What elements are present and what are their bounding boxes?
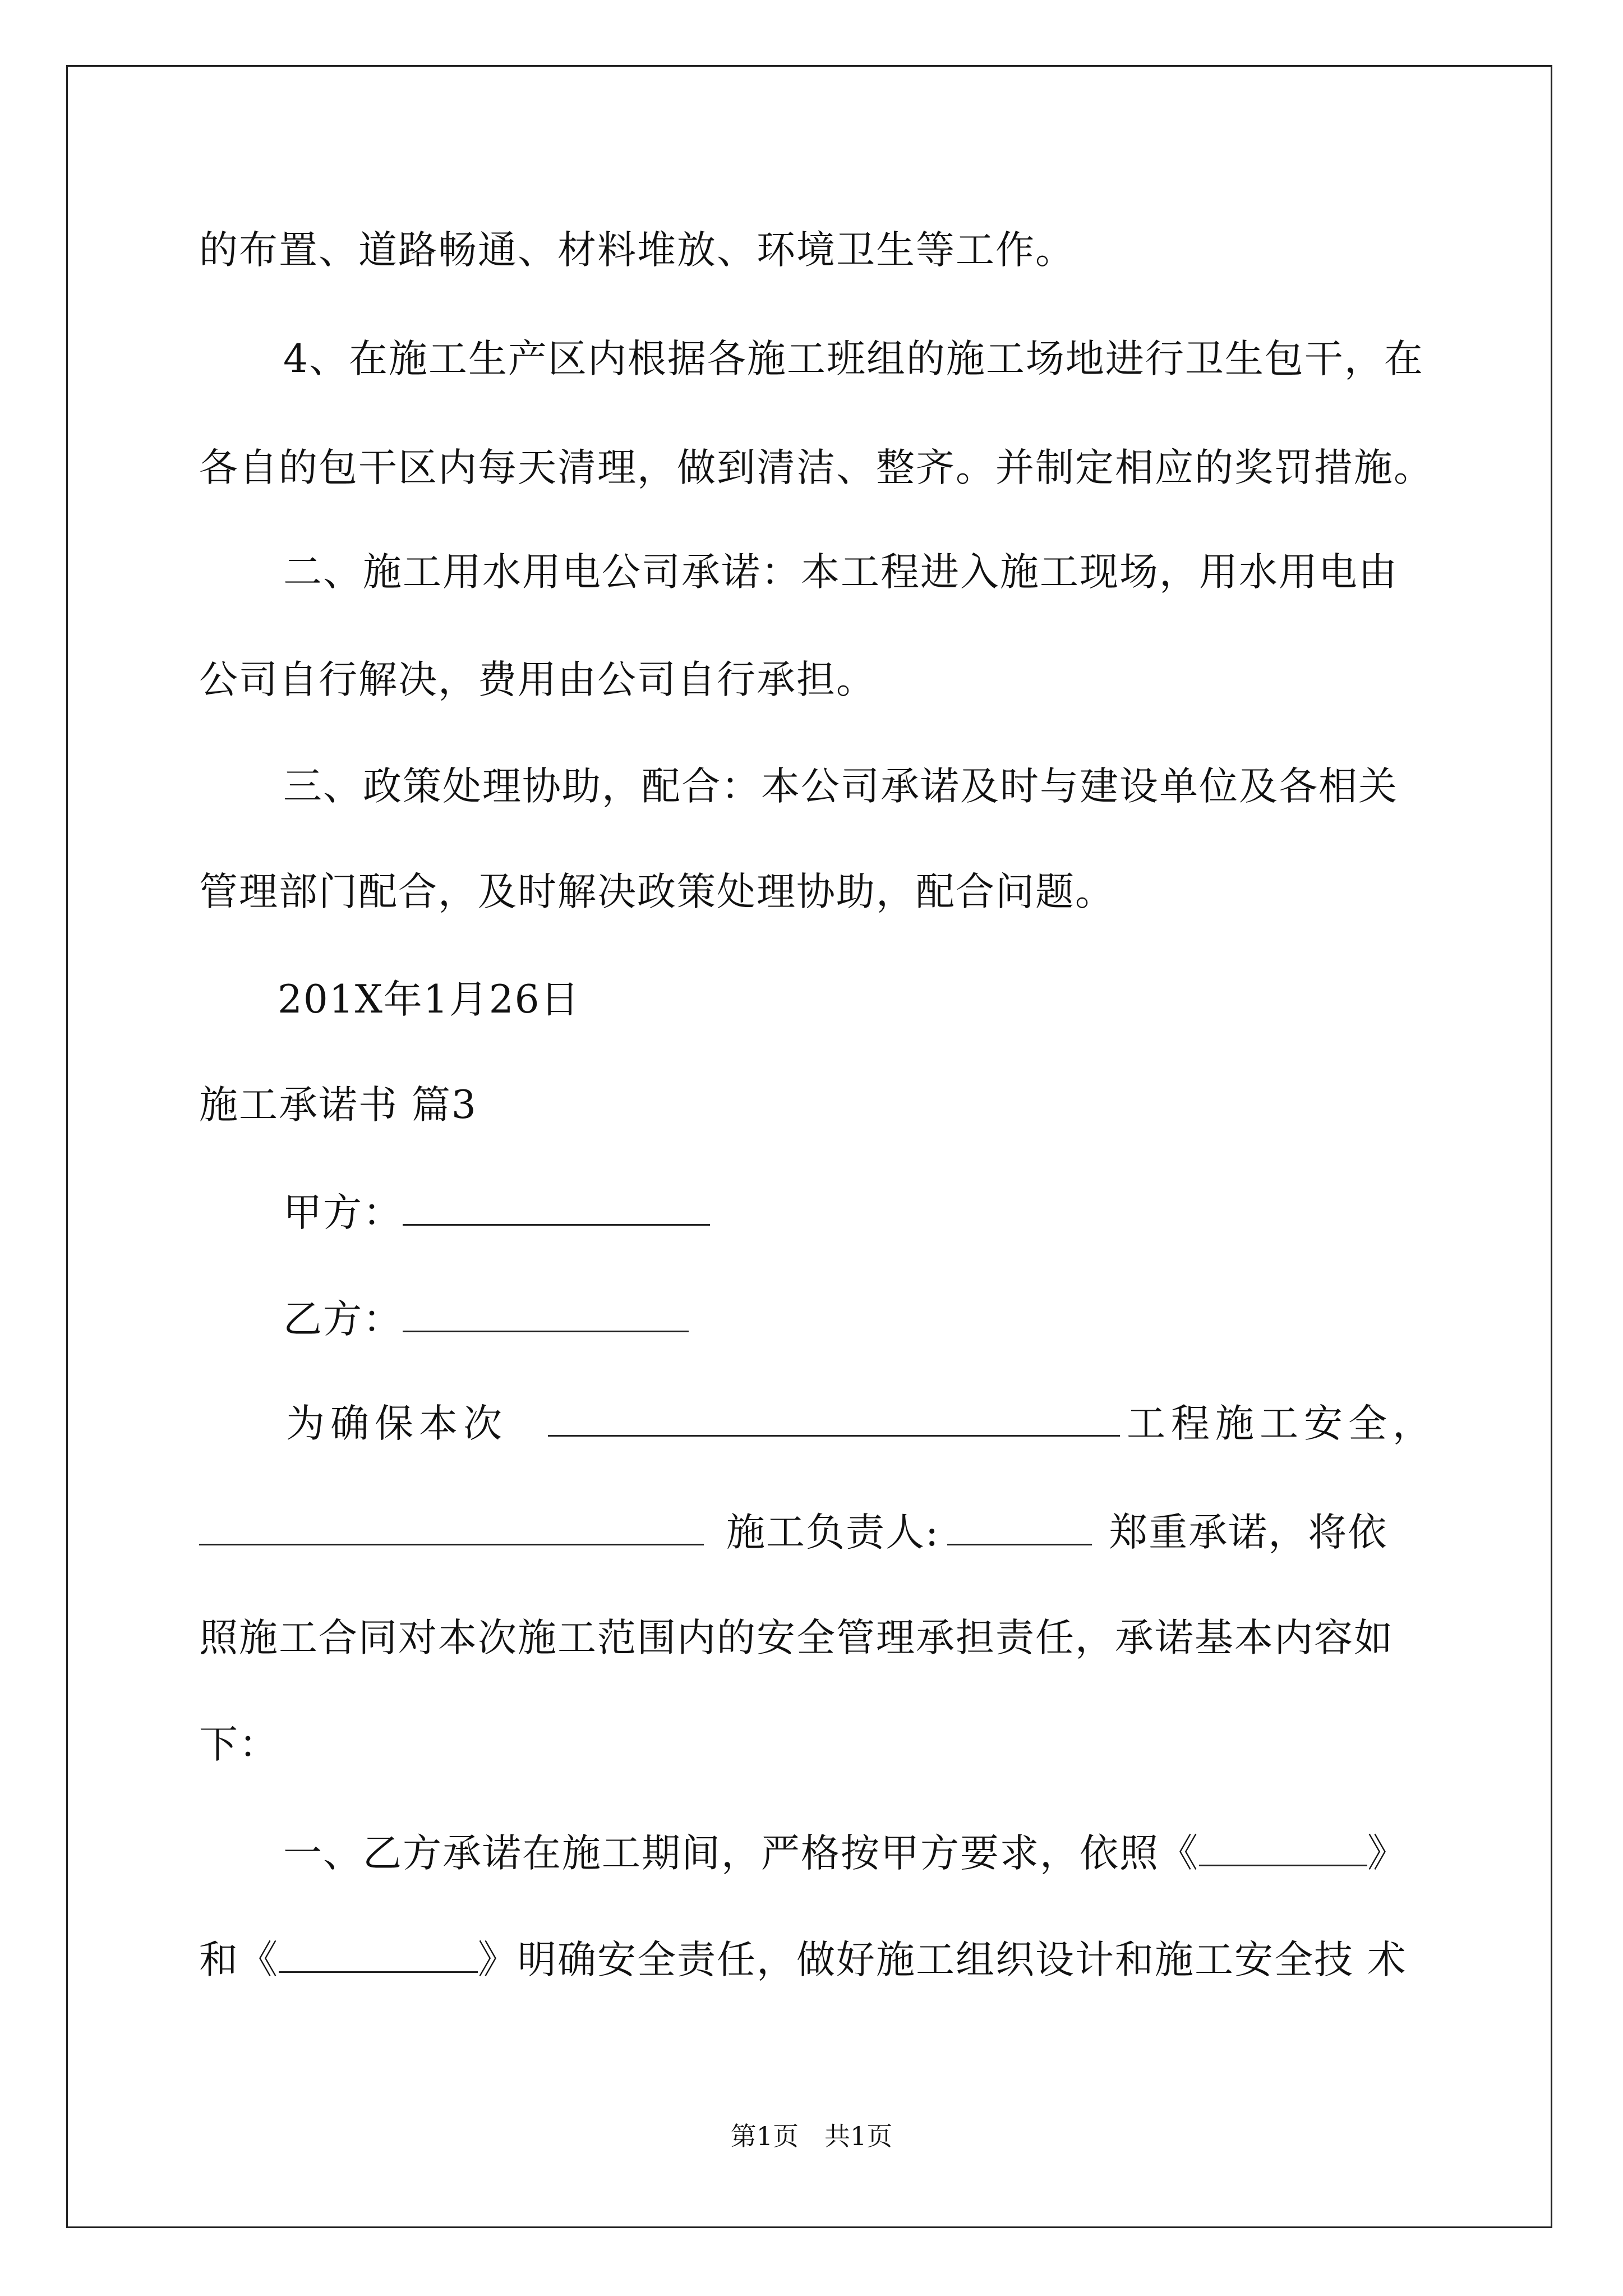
- text-line-13-end: 郑重承诺，将依: [1109, 1510, 1388, 1555]
- page-border: [66, 65, 1552, 2228]
- party-a-line: [283, 1189, 710, 1235]
- regulation-2-blank: [279, 1936, 478, 1973]
- page-footer: 第1页 共1页: [730, 2121, 893, 2151]
- text-line-17-start: 和《: [199, 1938, 279, 1982]
- text-line-16-end: 》: [1367, 1831, 1407, 1876]
- responsible-person-label: 施工负责人:: [726, 1510, 940, 1555]
- responsible-person-blank: [947, 1509, 1092, 1545]
- project-name-blank: [548, 1400, 1120, 1437]
- text-line-14: 照施工合同对本次施工范围内的安全管理承担责任，承诺基本内容如: [199, 1616, 1394, 1660]
- text-line-5: 公司自行解决，费用由公司自行承担。: [199, 657, 876, 702]
- text-line-7: 管理部门配合，及时解决政策处理协助，配合问题。: [199, 869, 1115, 914]
- text-line-17-end: 》明确安全责任，做好施工组织设计和施工安全技 术: [478, 1938, 1407, 1982]
- text-line-1: 的布置、道路畅通、材料堆放、环境卫生等工作。: [199, 228, 1075, 273]
- section-heading: 施工承诺书 篇3: [199, 1083, 477, 1128]
- party-b-blank: [403, 1296, 689, 1332]
- text-line-3: 各自的包干区内每天清理，做到清洁、整齐。并制定相应的奖罚措施。: [199, 445, 1433, 490]
- text-line-12: [286, 1400, 1437, 1446]
- text-line-2: 4、在施工生产区内根据各施工班组的施工场地进行卫生包干，在: [283, 337, 1424, 381]
- text-line-6: 三、政策处理协助，配合：本公司承诺及时与建设单位及各相关: [283, 764, 1398, 809]
- text-line-16: [283, 1830, 1407, 1876]
- text-line-15: 下：: [199, 1722, 279, 1767]
- date-line: 201X年1月26日: [278, 977, 580, 1022]
- company-name-blank: [199, 1509, 704, 1545]
- text-line-16-start: 一、乙方承诺在施工期间，严格按甲方要求，依照《: [283, 1831, 1199, 1876]
- text-line-12-start: 为确保本次: [286, 1401, 508, 1446]
- party-a-label: 甲方：: [283, 1190, 403, 1235]
- text-line-17: [199, 1936, 1407, 1982]
- text-line-13: [199, 1509, 1387, 1555]
- text-line-12-end: 工程施工安全，: [1126, 1401, 1437, 1446]
- regulation-1-blank: [1199, 1830, 1367, 1866]
- text-line-4: 二、施工用水用电公司承诺：本工程进入施工现场，用水用电由: [283, 550, 1398, 595]
- party-b-line: [283, 1296, 689, 1342]
- party-a-blank: [403, 1189, 710, 1226]
- party-b-label: 乙方：: [283, 1297, 403, 1342]
